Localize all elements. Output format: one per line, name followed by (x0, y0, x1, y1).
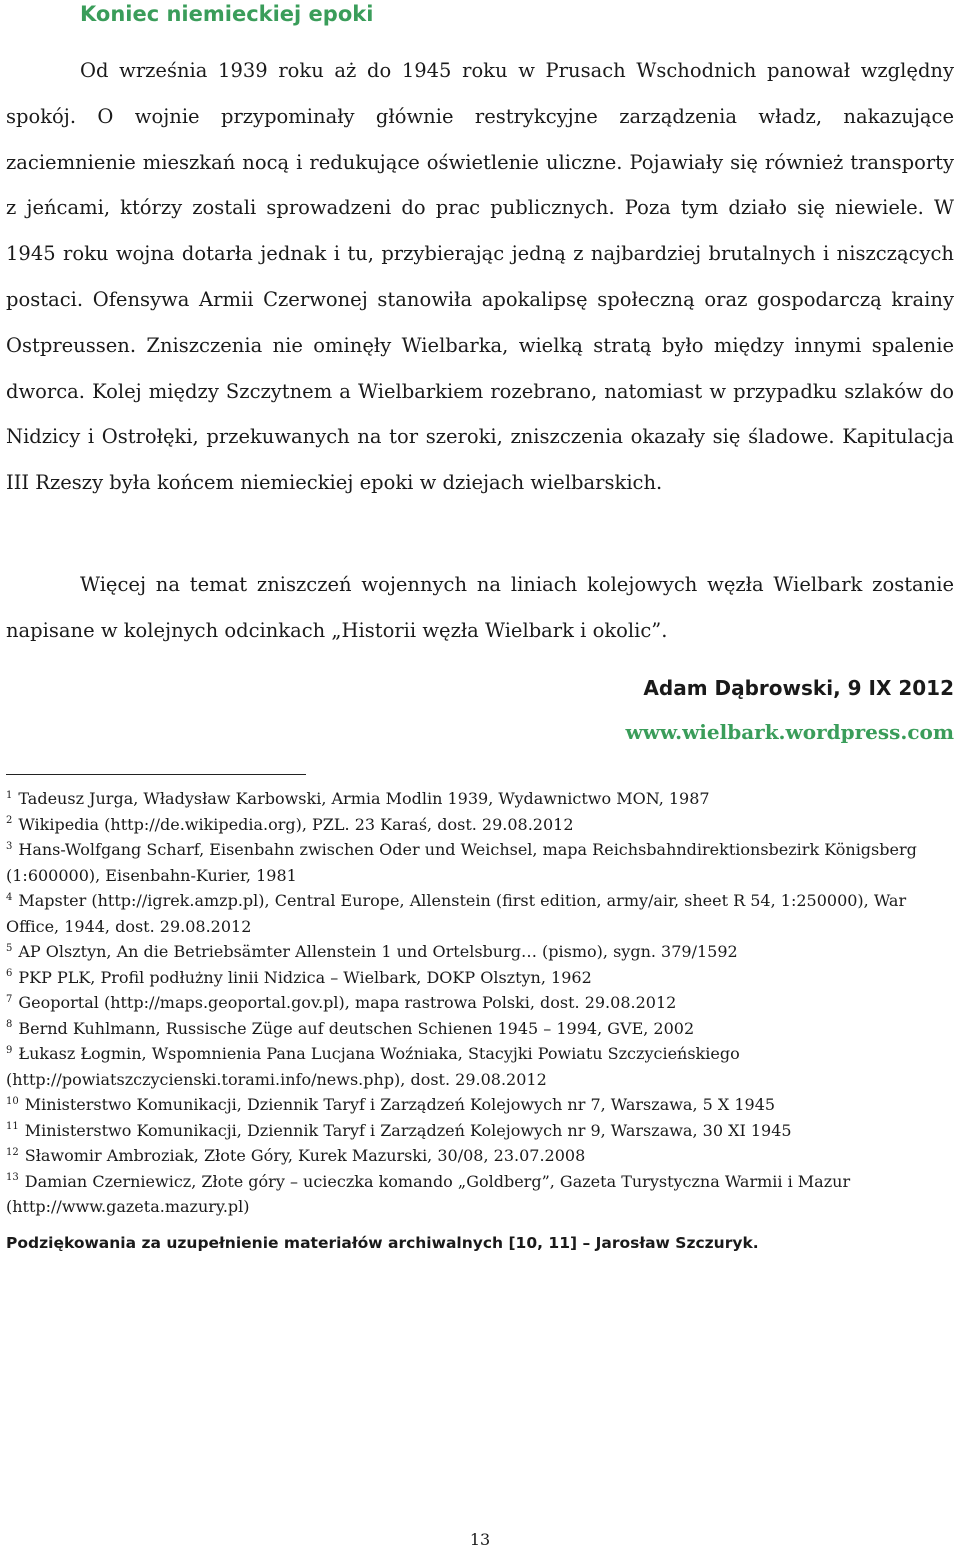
footnote-item (6, 786, 954, 812)
footnote-item (6, 837, 954, 888)
footnote-number: 3 (6, 840, 13, 852)
footnote-text: Hans-Wolfgang Scharf, Eisenbahn zwischen Oder und Weichsel, mapa Reichsbahndirektionsbezirk Königsberg (1:600000), Eisenbahn-Kurier, 1981 (6, 840, 917, 885)
footnote-text: Geoportal (http://maps.geoportal.gov.pl), mapa rastrowa Polski, dost. 29.08.2012 (18, 993, 677, 1012)
footnote-text: PKP PLK, Profil podłużny linii Nidzica – Wielbark, DOKP Olsztyn, 1962 (18, 967, 592, 987)
footnote-item (6, 965, 954, 991)
footnote-item (6, 1118, 954, 1144)
main-paragraph: Od września 1939 roku aż do 1945 roku w Prusach Wschodnich panował względny spokój. O wojnie przypominały głównie restrykcyjne zarządzenia władz, nakazujące zaciemnienie mieszkań nocą i redukujące oświetlenie uliczne. Pojawiały się również transporty z jeńcami, którzy zostali sprowadzeni do prac publicznych. Poza tym działo się niewiele. W 1945 roku wojna dotarła jednak i tu, przybierając jedną z najbardziej brutalnych i niszczących postaci. Ofensywa Armii Czerwonej stanowiła apokalipsę społeczną oraz gospodarczą krainy Ostpreussen. Zniszczenia nie ominęły Wielbarka, wielką stratą było między innymi spalenie dworca. Kolej między Szczytnem a Wielbarkiem rozebrano, natomiast w przypadku szlaków do Nidzicy i Ostrołęki, przekuwanych na tor szeroki, zniszczenia okazały się śladowe. Kapitulacja III Rzeszy była końcem niemieckiej epoki w dziejach wielbarskich. (6, 59, 954, 495)
author-signature: Adam Dąbrowski, 9 IX 2012 (643, 676, 954, 700)
footnote-item (6, 1016, 954, 1042)
footnote-number: 1 (6, 789, 13, 801)
footnote-text: Bernd Kuhlmann, Russische Züge auf deutschen Schienen 1945 – 1994, GVE, 2002 (18, 1018, 695, 1038)
footnote-number: 12 (6, 1146, 19, 1158)
footnote-number: 9 (6, 1044, 13, 1056)
footnote-number: 5 (6, 942, 13, 954)
page-number: 13 (469, 1530, 491, 1549)
footnote-item (6, 1143, 954, 1169)
footnote-number: 6 (6, 968, 13, 980)
footnote-list (6, 786, 954, 1220)
footnote-text: Ministerstwo Komunikacji, Dziennik Taryf i Zarządzeń Kolejowych nr 9, Warszawa, 30 XI 1945 (24, 1120, 792, 1140)
footnote-number: 2 (6, 815, 13, 827)
footnote-text: Łukasz Łogmin, Wspomnienia Pana Lucjana Woźniaka, Stacyjki Powiatu Szczycieńskiego (http://powiatszczycienski.torami.info/news.php), dost. 29.08.2012 (6, 1044, 740, 1089)
footnote-item (6, 939, 954, 965)
footnote-number: 10 (6, 1095, 19, 1107)
footnote-number: 13 (6, 1172, 19, 1184)
footnote-item (6, 1041, 954, 1092)
footnote-item (6, 812, 954, 838)
footnote-text: Sławomir Ambroziak, Złote Góry, Kurek Mazurski, 30/08, 23.07.2008 (24, 1146, 586, 1165)
footnote-text: AP Olsztyn, An die Betriebsämter Allenstein 1 und Ortelsburg… (pismo), sygn. 379/1592 (18, 942, 738, 961)
footnote-item (6, 888, 954, 939)
footnote-number: 11 (6, 1121, 19, 1133)
section-heading: Koniec niemieckiej epoki (80, 2, 374, 26)
acknowledgement: Podziękowania za uzupełnienie materiałów archiwalnych [10, 11] – Jarosław Szczuryk. (6, 1234, 759, 1252)
footnote-text: Wikipedia (http://de.wikipedia.org), PZL. 23 Karaś, dost. 29.08.2012 (18, 814, 574, 834)
footnote-number: 8 (6, 1019, 13, 1031)
footnote-item (6, 1092, 954, 1118)
footnote-item (6, 990, 954, 1016)
footnote-number: 7 (6, 993, 13, 1005)
footnote-text: Ministerstwo Komunikacji, Dziennik Taryf i Zarządzeń Kolejowych nr 7, Warszawa, 5 X 1945 (24, 1095, 776, 1114)
note-paragraph: Więcej na temat zniszczeń wojennych na liniach kolejowych węzła Wielbark zostanie napisane w kolejnych odcinkach „Historii węzła Wielbark i okolic”. (6, 573, 954, 642)
footnote-number: 4 (6, 891, 13, 903)
footnote-text: Mapster (http://igrek.amzp.pl), Central Europe, Allenstein (first edition, army/air, sheet R 54, 1:250000), War Office, 1944, dost. 29.08.2012 (6, 891, 907, 936)
footnote-divider (6, 774, 306, 775)
footnote-text: Tadeusz Jurga, Władysław Karbowski, Armia Modlin 1939, Wydawnictwo MON, 1987 (18, 789, 710, 808)
footnote-item (6, 1169, 954, 1220)
footnote-text: Damian Czerniewicz, Złote góry – ucieczka komando „Goldberg”, Gazeta Turystyczna Warmii i Mazur (http://www.gazeta.mazury.pl) (6, 1171, 851, 1216)
website-link[interactable]: www.wielbark.wordpress.com (625, 720, 954, 744)
